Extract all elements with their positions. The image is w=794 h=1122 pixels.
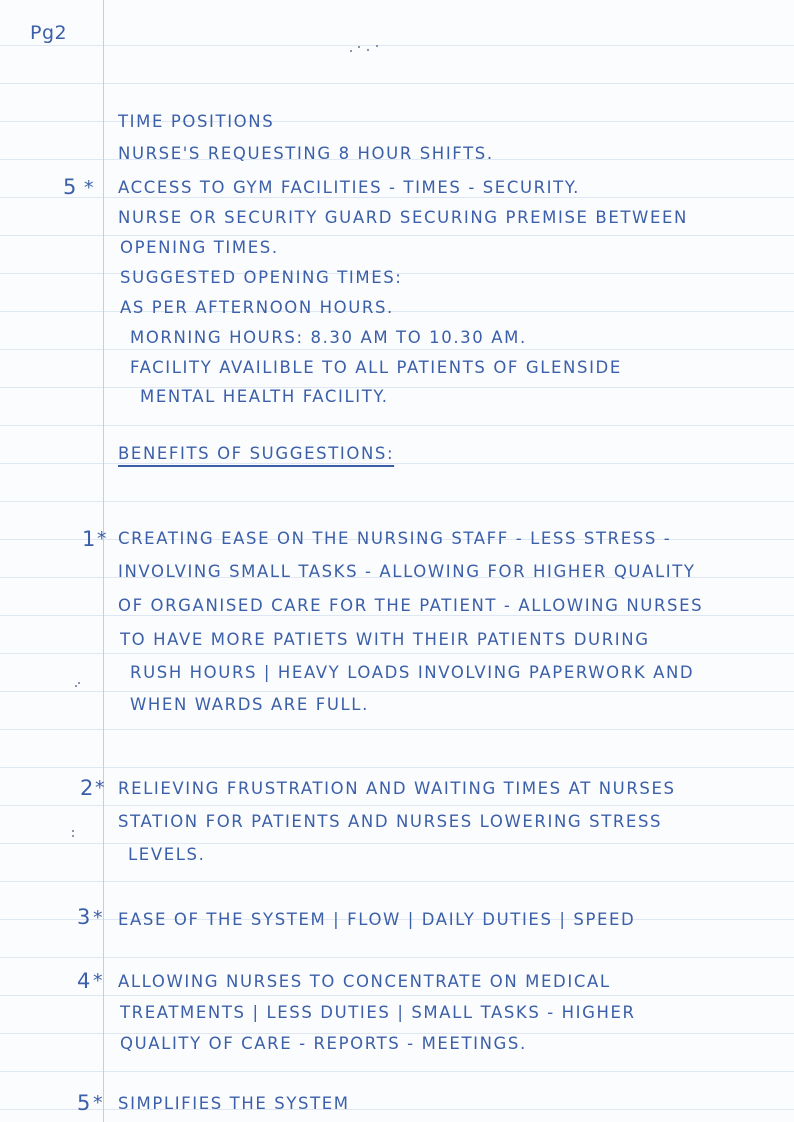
margin-line <box>103 0 104 1122</box>
page-number: Pg2 <box>30 22 68 44</box>
note-line: NURSE'S REQUESTING 8 HOUR SHIFTS. <box>118 144 494 163</box>
item-number: 2 <box>80 776 94 800</box>
speck <box>72 830 74 832</box>
item-number: 5 <box>63 175 77 199</box>
note-line: NURSE OR SECURITY GUARD SECURING PREMISE BETWEEN <box>118 208 688 227</box>
item-number: 5 <box>77 1091 91 1115</box>
note-line: ACCESS TO GYM FACILITIES - TIMES - SECURITY. <box>118 178 581 197</box>
note-line: INVOLVING SMALL TASKS - ALLOWING FOR HIGHER QUALITY <box>118 562 696 581</box>
note-line: RUSH HOURS | HEAVY LOADS INVOLVING PAPERWORK AND <box>130 663 695 682</box>
note-line: LEVELS. <box>128 845 206 864</box>
item-number: 1 <box>82 527 96 551</box>
speck <box>75 685 77 687</box>
note-line: WHEN WARDS ARE FULL. <box>130 695 369 714</box>
note-line: ALLOWING NURSES TO CONCENTRATE ON MEDICAL <box>118 972 611 991</box>
speck <box>350 50 352 52</box>
bullet-star-icon: * <box>93 970 103 992</box>
note-line: AS PER AFTERNOON HOURS. <box>120 298 394 317</box>
speck <box>367 49 369 51</box>
note-line: FACILITY AVAILIBLE TO ALL PATIENTS OF GLENSIDE <box>130 358 622 377</box>
bullet-star-icon: * <box>84 177 94 199</box>
note-line: TO HAVE MORE PATIETS WITH THEIR PATIENTS DURING <box>120 630 650 649</box>
note-line: EASE OF THE SYSTEM | FLOW | DAILY DUTIES | SPEED <box>118 910 636 929</box>
item-number: 3 <box>77 905 91 929</box>
note-line: OPENING TIMES. <box>120 238 279 257</box>
speck <box>376 45 378 47</box>
speck <box>78 682 80 684</box>
bullet-star-icon: * <box>95 777 105 799</box>
bullet-star-icon: * <box>93 907 103 929</box>
note-line: SUGGESTED OPENING TIMES: <box>120 268 403 287</box>
note-line: CREATING EASE ON THE NURSING STAFF - LESS STRESS - <box>118 529 672 548</box>
bullet-star-icon: * <box>93 1092 103 1114</box>
speck <box>358 46 360 48</box>
speck <box>72 835 74 837</box>
bullet-star-icon: * <box>97 528 107 550</box>
note-line: MENTAL HEALTH FACILITY. <box>140 387 389 406</box>
note-line: MORNING HOURS: 8.30 AM TO 10.30 AM. <box>130 328 527 347</box>
note-line: RELIEVING FRUSTRATION AND WAITING TIMES AT NURSES <box>118 779 676 798</box>
section-heading: BENEFITS OF SUGGESTIONS: <box>118 444 395 463</box>
note-line: STATION FOR PATIENTS AND NURSES LOWERING STRESS <box>118 812 663 831</box>
note-line: TIME POSITIONS <box>118 112 275 131</box>
item-number: 4 <box>77 969 91 993</box>
note-line: OF ORGANISED CARE FOR THE PATIENT - ALLOWING NURSES <box>118 596 704 615</box>
note-line: QUALITY OF CARE - REPORTS - MEETINGS. <box>120 1034 527 1053</box>
note-line: SIMPLIFIES THE SYSTEM <box>118 1094 350 1113</box>
note-line: TREATMENTS | LESS DUTIES | SMALL TASKS - HIGHER <box>120 1003 636 1022</box>
